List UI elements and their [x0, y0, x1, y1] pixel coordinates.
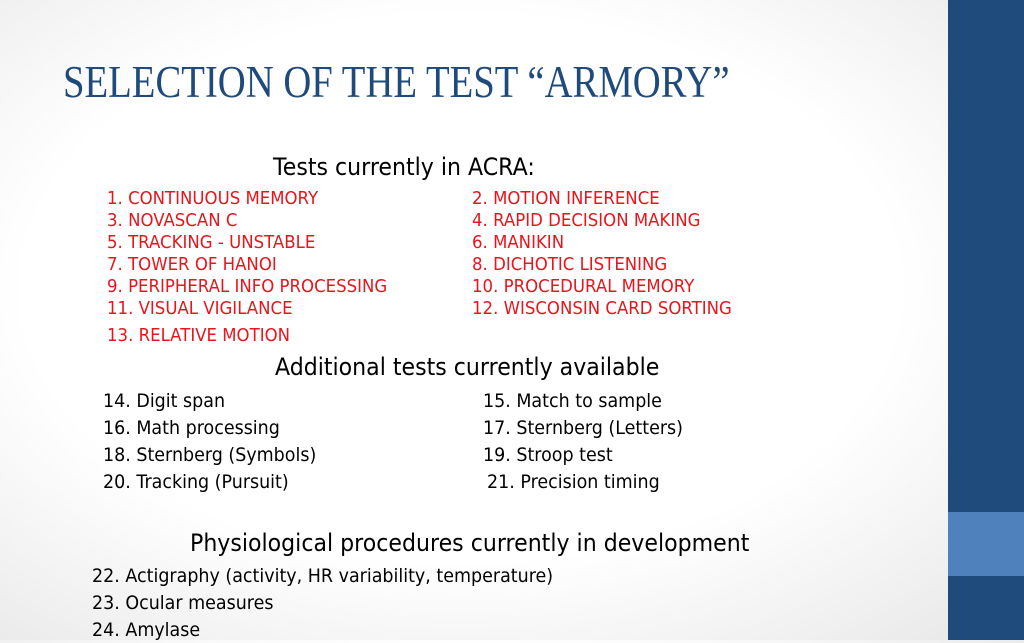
acra-item: 8. DICHOTIC LISTENING	[472, 254, 668, 275]
acra-item: 11. VISUAL VIGILANCE	[107, 298, 293, 319]
acra-item: 6. MANIKIN	[472, 232, 565, 253]
additional-item: 14. Digit span	[103, 390, 226, 412]
acra-item: 10. PROCEDURAL MEMORY	[472, 276, 695, 297]
additional-item: 19. Stroop test	[483, 444, 613, 466]
additional-item: 20. Tracking (Pursuit)	[103, 471, 289, 493]
acra-item: 12. WISCONSIN CARD SORTING	[472, 298, 732, 319]
additional-item: 15. Match to sample	[483, 390, 662, 412]
sidebar-accent-block	[948, 512, 1024, 576]
acra-item: 5. TRACKING - UNSTABLE	[107, 232, 316, 253]
physio-heading: Physiological procedures currently in development	[190, 529, 750, 557]
acra-item: 2. MOTION INFERENCE	[472, 188, 660, 209]
physio-item: 24. Amylase	[92, 619, 201, 641]
acra-item: 1. CONTINUOUS MEMORY	[107, 188, 319, 209]
slide-title: SELECTION OF THE TEST “ARMORY”	[63, 57, 730, 107]
acra-item: 3. NOVASCAN C	[107, 210, 238, 231]
acra-item: 4. RAPID DECISION MAKING	[472, 210, 701, 231]
additional-item: 21. Precision timing	[487, 471, 660, 493]
physio-item: 22. Actigraphy (activity, HR variability, temperature)	[92, 565, 554, 587]
acra-item: 9. PERIPHERAL INFO PROCESSING	[107, 276, 388, 297]
additional-item: 16. Math processing	[103, 417, 280, 439]
acra-item: 7. TOWER OF HANOI	[107, 254, 277, 275]
additional-heading: Additional tests currently available	[275, 353, 660, 381]
additional-item: 17. Sternberg (Letters)	[483, 417, 683, 439]
additional-item: 18. Sternberg (Symbols)	[103, 444, 317, 466]
physio-item: 23. Ocular measures	[92, 592, 274, 614]
acra-item: 13. RELATIVE MOTION	[107, 325, 291, 346]
acra-heading: Tests currently in ACRA:	[273, 153, 535, 181]
